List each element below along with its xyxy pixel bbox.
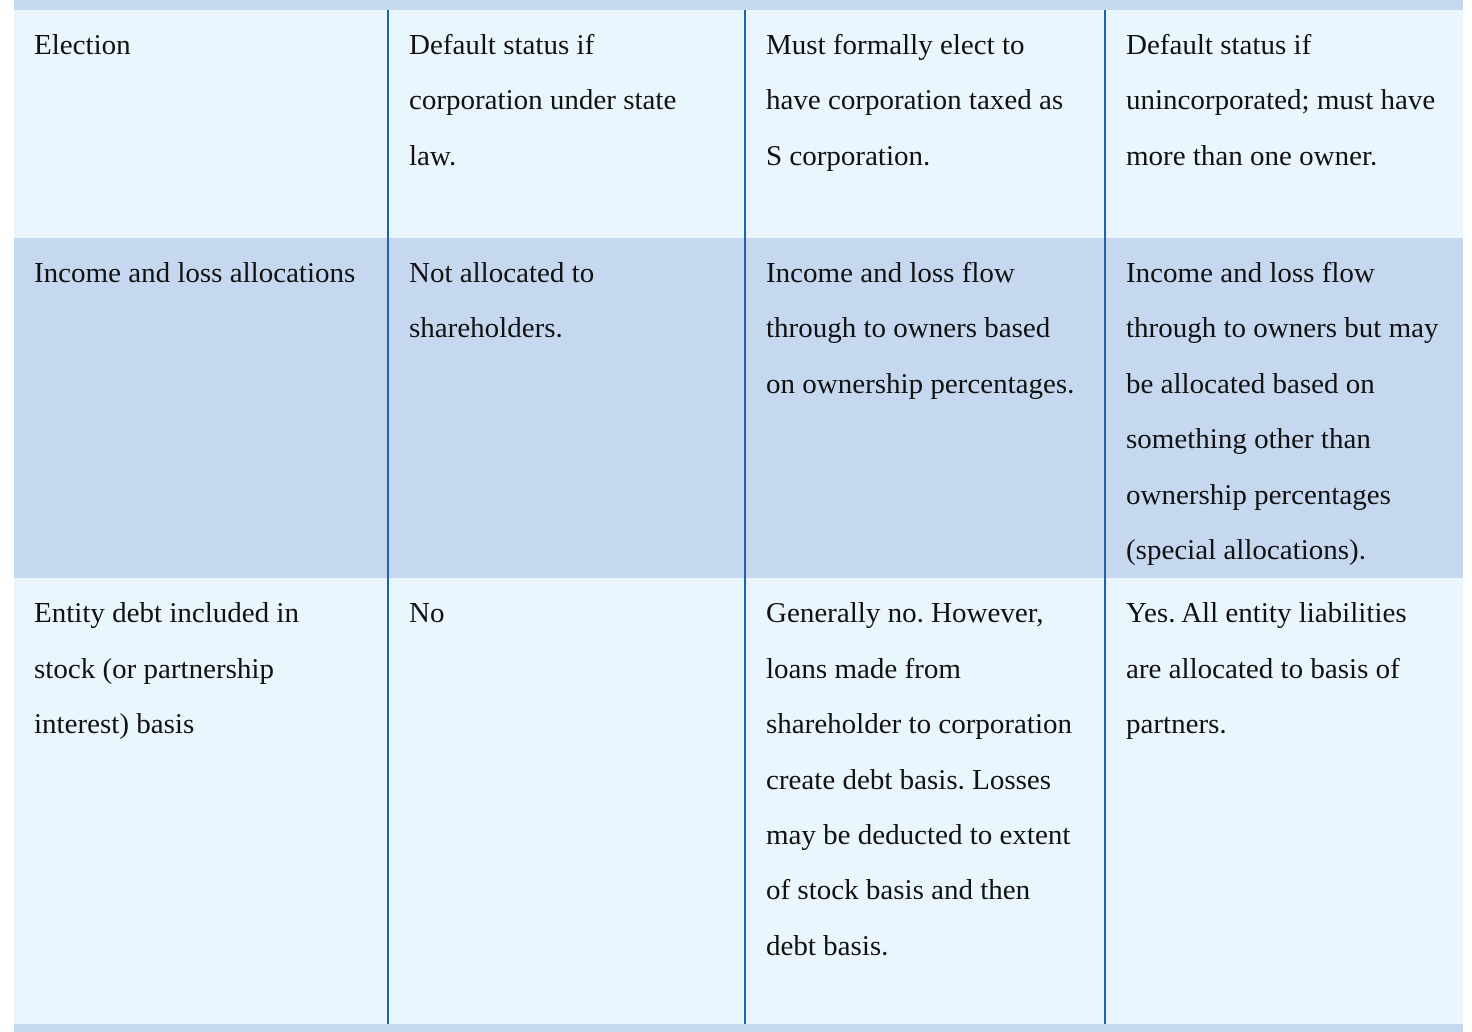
table-bottom-border [14, 1024, 1463, 1032]
table-row-election [14, 10, 1463, 238]
comparison-table [14, 10, 1463, 1026]
row-header-income-loss: Income and loss allocations [14, 238, 388, 578]
table-row-entity-debt [14, 578, 1463, 1026]
table-cell: Not allocated to shareholders. [388, 238, 745, 578]
table-cell: Generally no. However, loans made from shareholder to corporation create debt basis. Losses may be deducted to extent of stock basis and then debt basis. [745, 578, 1105, 1026]
table-top-border [14, 0, 1463, 10]
table-cell: Default status if unincorporated; must have more than one owner. [1105, 10, 1463, 238]
table-cell: Must formally elect to have corporation taxed as S corporation. [745, 10, 1105, 238]
table-row-income-loss [14, 238, 1463, 578]
row-header-election: Election [14, 10, 388, 238]
table-cell: No [388, 578, 745, 1026]
row-header-entity-debt: Entity debt included in stock (or partnership interest) basis [14, 578, 388, 1026]
table-cell: Income and loss flow through to owners but may be allocated based on something other than ownership percentages (special allocations). [1105, 238, 1463, 578]
table-cell: Yes. All entity liabilities are allocated to basis of partners. [1105, 578, 1463, 1026]
table-cell: Default status if corporation under state law. [388, 10, 745, 238]
table-cell: Income and loss flow through to owners based on ownership percentages. [745, 238, 1105, 578]
